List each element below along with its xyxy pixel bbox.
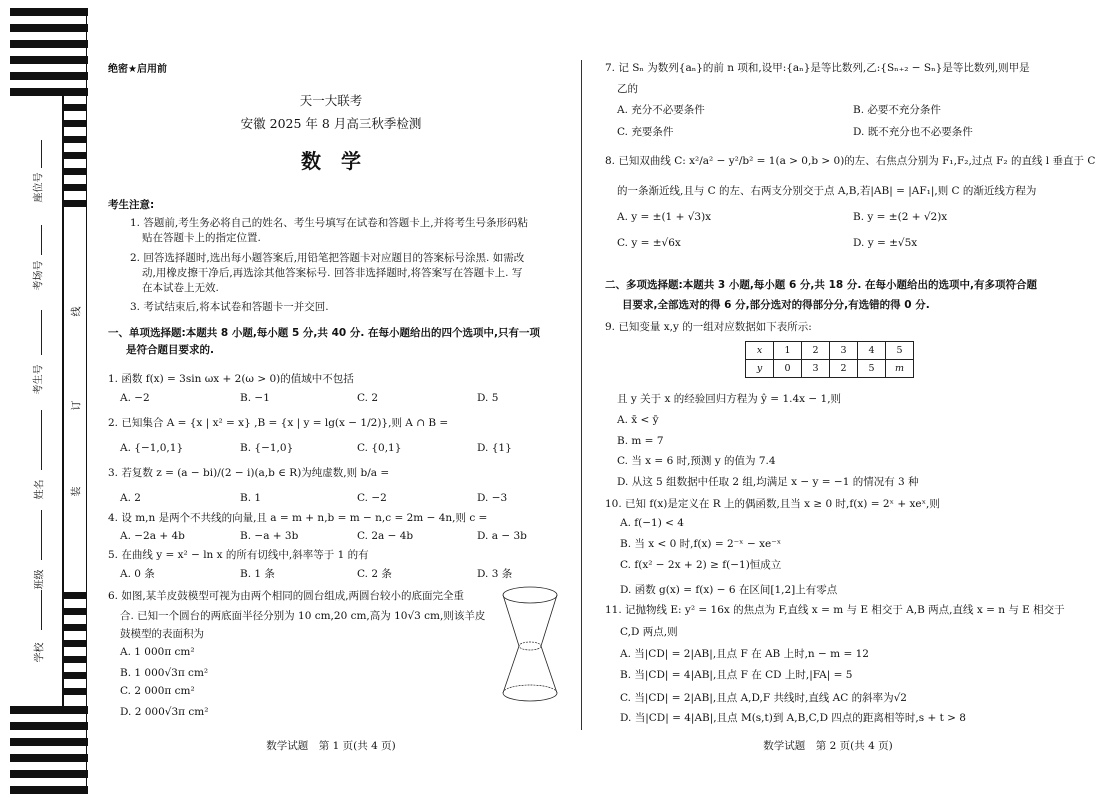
seat-number-label: 座位号 bbox=[33, 172, 45, 203]
table-cell: y bbox=[746, 360, 774, 378]
option-b: B. 当 x < 0 时,f(x) = 2⁻ˣ − xe⁻ˣ bbox=[620, 538, 782, 550]
option-d: D. {1} bbox=[477, 442, 512, 454]
option-b: B. 当|CD| = 4|AB|,且点 F 在 CD 上时,|FA| = 5 bbox=[620, 669, 853, 681]
section-2-heading: 二、多项选择题:本题共 3 小题,每小题 6 分,共 18 分. 在每小题给出的选项中,有多项符合题 bbox=[605, 279, 1037, 291]
option-b: B. 1 bbox=[240, 492, 262, 504]
option-a: A. y = ±(1 + √3)x bbox=[617, 211, 712, 223]
room-number-field[interactable] bbox=[41, 225, 42, 255]
table-cell: m bbox=[886, 360, 914, 378]
exam-title: 安徽 2025 年 8 月高三秋季检测 bbox=[240, 116, 422, 131]
subject-title: 数 学 bbox=[301, 149, 361, 173]
binding-bind-label: 装 bbox=[71, 486, 83, 497]
question-stem: 9. 已知变量 x,y 的一组对应数据如下表所示: bbox=[605, 321, 812, 333]
page-divider bbox=[581, 60, 582, 730]
option-d: D. a − 3b bbox=[477, 530, 527, 542]
question-stem: 4. 设 m,n 是两个不共线的向量,且 a = m + n,b = m − n,c = 2m − 4n,则 c = bbox=[108, 512, 488, 524]
option-a: A. −2a + 4b bbox=[120, 530, 185, 542]
option-c: C. 2 bbox=[357, 392, 379, 404]
page-footer-2: 数学试题 第 2 页(共 4 页) bbox=[763, 740, 893, 752]
student-number-field[interactable] bbox=[41, 310, 42, 355]
table-cell: 2 bbox=[830, 360, 858, 378]
table-cell: 3 bbox=[830, 342, 858, 360]
question-stem: 的一条渐近线,且与 C 的左、右两支分别交于点 A,B,若|AB| = |AF₁|,则 C 的渐近线方程为 bbox=[617, 185, 1037, 197]
option-b: B. 必要不充分条件 bbox=[853, 104, 941, 116]
drum-frustum-figure bbox=[500, 585, 560, 705]
option-a: A. −2 bbox=[120, 392, 150, 404]
class-label: 班级 bbox=[34, 569, 46, 590]
binding-order-label: 订 bbox=[71, 400, 83, 411]
question-stem: 鼓模型的表面积为 bbox=[120, 628, 204, 640]
option-d: D. 当|CD| = 4|AB|,且点 M(s,t)到 A,B,C,D 四点的距离相等时,s + t > 8 bbox=[620, 712, 966, 724]
option-a: A. {−1,0,1} bbox=[120, 442, 184, 454]
table-cell: 2 bbox=[802, 342, 830, 360]
page-footer-1: 数学试题 第 1 页(共 4 页) bbox=[266, 740, 396, 752]
option-d: D. 5 bbox=[477, 392, 499, 404]
room-number-label: 考场号 bbox=[33, 260, 45, 291]
option-a: A. 1 000π cm² bbox=[120, 646, 195, 658]
question-stem: 10. 已知 f(x)是定义在 R 上的偶函数,且当 x ≥ 0 时,f(x) = 2ˣ + xeˣ,则 bbox=[605, 498, 940, 510]
question-stem: 6. 如图,某羊皮鼓模型可视为由两个相同的圆台组成,两圆台较小的底面完全重 bbox=[108, 590, 465, 602]
table-cell: 5 bbox=[886, 342, 914, 360]
option-b: B. m = 7 bbox=[617, 435, 664, 447]
option-c: C. 2 条 bbox=[357, 568, 392, 580]
option-d: D. 3 条 bbox=[477, 568, 513, 580]
option-c: C. {0,1} bbox=[357, 442, 402, 454]
section-1-heading: 一、单项选择题:本题共 8 小题,每小题 5 分,共 40 分. 在每小题给出的四个选项中,只有一项 bbox=[108, 327, 540, 339]
option-a: A. 当|CD| = 2|AB|,且点 F 在 AB 上时,n − m = 12 bbox=[620, 648, 869, 660]
notice-title: 考生注意: bbox=[108, 199, 155, 211]
notice-line: 动,用橡皮擦干净后,再选涂其他答案标号. 回答非选择题时,将答案写在答题卡上. 写 bbox=[142, 267, 523, 279]
question-stem: 且 y 关于 x 的经验回归方程为 ŷ = 1.4x − 1,则 bbox=[617, 393, 842, 405]
question-stem: 合. 已知一个圆台的两底面半径分别为 10 cm,20 cm,高为 10√3 cm,则该羊皮 bbox=[120, 610, 486, 622]
school-label: 学校 bbox=[34, 642, 46, 663]
option-b: B. −1 bbox=[240, 392, 270, 404]
table-cell: 0 bbox=[774, 360, 802, 378]
option-b: B. 1 000√3π cm² bbox=[120, 667, 209, 679]
option-c: C. −2 bbox=[357, 492, 387, 504]
student-number-label: 考生号 bbox=[33, 364, 45, 395]
question-stem: 11. 记抛物线 E: y² = 16x 的焦点为 F,直线 x = m 与 E 相交于 A,B 两点,直线 x = n 与 E 相交于 bbox=[605, 604, 1065, 616]
option-a: A. f(−1) < 4 bbox=[620, 517, 684, 529]
notice-line: 3. 考试结束后,将本试卷和答题卡一并交回. bbox=[130, 301, 329, 313]
option-b: B. 1 条 bbox=[240, 568, 275, 580]
table-cell: x bbox=[746, 342, 774, 360]
option-a: A. 2 bbox=[120, 492, 141, 504]
option-d: D. −3 bbox=[477, 492, 508, 504]
table-cell: 5 bbox=[858, 360, 886, 378]
table-cell: 4 bbox=[858, 342, 886, 360]
notice-line: 在本试卷上无效. bbox=[142, 282, 219, 294]
option-d: D. 2 000√3π cm² bbox=[120, 706, 209, 718]
notice-line: 1. 答题前,考生务必将自己的姓名、考生号填写在试卷和答题卡上,并将考生号条形码粘 bbox=[130, 217, 529, 229]
table-cell: 3 bbox=[802, 360, 830, 378]
table-row bbox=[746, 360, 914, 378]
question-stem: 1. 函数 f(x) = 3sin ωx + 2(ω > 0)的值域中不包括 bbox=[108, 373, 354, 385]
option-c: C. f(x² − 2x + 2) ≥ f(−1)恒成立 bbox=[620, 559, 782, 571]
option-a: A. x̄ < ȳ bbox=[617, 414, 659, 426]
question-stem: 8. 已知双曲线 C: x²/a² − y²/b² = 1(a > 0,b > 0)的左、右焦点分别为 F₁,F₂,过点 F₂ 的直线 l 垂直于 C bbox=[605, 155, 1096, 167]
question-stem: 乙的 bbox=[617, 83, 638, 95]
exam-org: 天一大联考 bbox=[299, 93, 363, 108]
name-field[interactable] bbox=[41, 410, 42, 470]
question-stem: 2. 已知集合 A = {x | x² = x} ,B = {x | y = lg(x − 1/2)},则 A ∩ B = bbox=[108, 417, 449, 429]
section-1-heading: 是符合题目要求的. bbox=[126, 344, 214, 356]
section-2-heading: 目要求,全部选对的得 6 分,部分选对的得部分分,有选错的得 0 分. bbox=[622, 299, 930, 311]
notice-line: 贴在答题卡上的指定位置. bbox=[142, 232, 261, 244]
option-c: C. 当|CD| = 2|AB|,且点 A,D,F 共线时,直线 AC 的斜率为√2 bbox=[620, 692, 907, 704]
option-a: A. 0 条 bbox=[120, 568, 155, 580]
question-stem: C,D 两点,则 bbox=[620, 626, 678, 638]
data-table bbox=[745, 341, 914, 378]
name-label: 姓名 bbox=[34, 479, 46, 500]
option-c: C. 2a − 4b bbox=[357, 530, 414, 542]
notice-line: 2. 回答选择题时,选出每小题答案后,用铅笔把答题卡对应题目的答案标号涂黑. 如需改 bbox=[130, 252, 525, 264]
option-d: D. y = ±√5x bbox=[853, 237, 918, 249]
question-stem: 5. 在曲线 y = x² − ln x 的所有切线中,斜率等于 1 的有 bbox=[108, 549, 369, 561]
option-b: B. y = ±(2 + √2)x bbox=[853, 211, 948, 223]
option-d: D. 从这 5 组数据中任取 2 组,均满足 x − y = −1 的情况有 3 种 bbox=[617, 476, 919, 488]
option-d: D. 函数 g(x) = f(x) − 6 在区间[1,2]上有零点 bbox=[620, 584, 838, 596]
seat-number-field[interactable] bbox=[41, 140, 42, 168]
question-stem: 3. 若复数 z = (a − bi)/(2 − i)(a,b ∈ R)为纯虚数,则 b/a = bbox=[108, 467, 390, 479]
option-c: C. 当 x = 6 时,预测 y 的值为 7.4 bbox=[617, 455, 776, 467]
class-field[interactable] bbox=[41, 510, 42, 560]
table-cell: 1 bbox=[774, 342, 802, 360]
option-b: B. −a + 3b bbox=[240, 530, 299, 542]
binding-line-label: 线 bbox=[71, 306, 83, 317]
option-b: B. {−1,0} bbox=[240, 442, 294, 454]
option-a: A. 充分不必要条件 bbox=[617, 104, 705, 116]
question-stem: 7. 记 Sₙ 为数列{aₙ}的前 n 项和,设甲:{aₙ}是等比数列,乙:{Sₙ₊₂ − Sₙ}是等比数列,则甲是 bbox=[605, 62, 1030, 74]
option-c: C. y = ±√6x bbox=[617, 237, 681, 249]
table-row bbox=[746, 342, 914, 360]
option-c: C. 2 000π cm² bbox=[120, 685, 195, 697]
confidential-label: 绝密★启用前 bbox=[108, 64, 167, 75]
option-d: D. 既不充分也不必要条件 bbox=[853, 126, 973, 138]
option-c: C. 充要条件 bbox=[617, 126, 674, 138]
school-field[interactable] bbox=[41, 590, 42, 630]
